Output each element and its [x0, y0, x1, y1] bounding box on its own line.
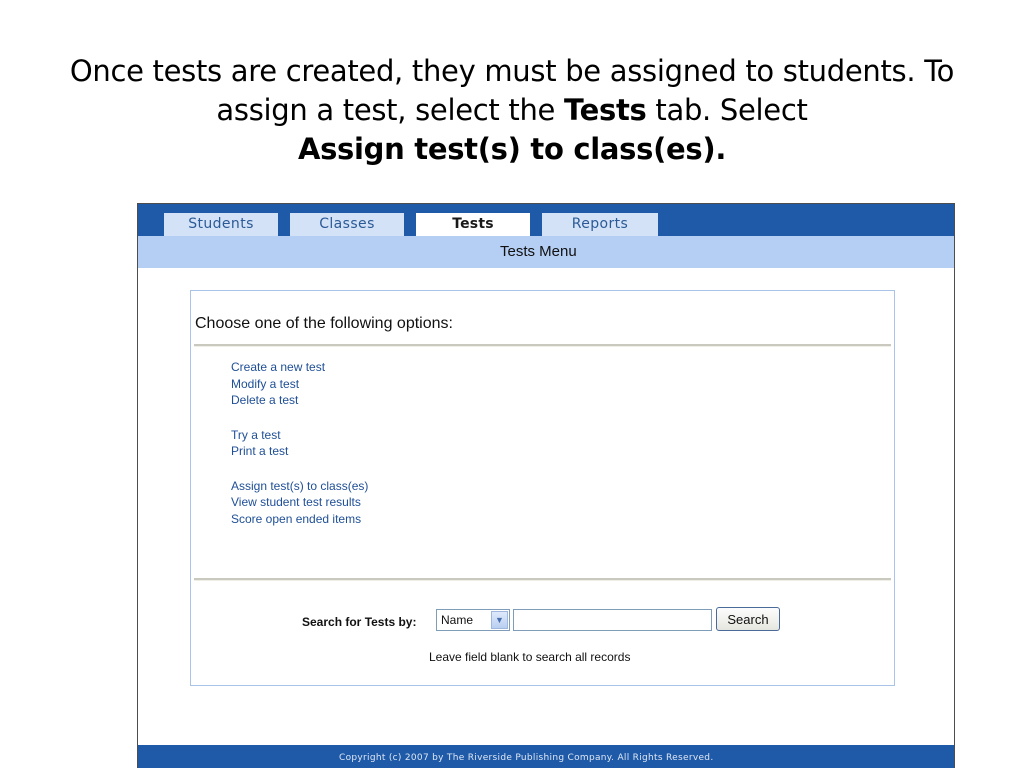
- divider: [194, 578, 891, 581]
- print-test-link[interactable]: Print a test: [231, 444, 289, 458]
- caption-bold-assign: Assign test(s) to class(es).: [297, 132, 727, 166]
- score-open-ended-link[interactable]: Score open ended items: [231, 511, 362, 526]
- tab-reports[interactable]: Reports: [542, 213, 658, 236]
- tab-students[interactable]: Students: [164, 213, 278, 236]
- footer: [138, 745, 954, 768]
- caption-text-1: Once tests are created, they must be assigned to students. To assign a test, select the: [69, 54, 955, 127]
- options-list: [231, 359, 368, 545]
- search-row: [191, 606, 894, 632]
- slide-caption: [60, 52, 964, 169]
- create-test-link[interactable]: Create a new test: [231, 360, 326, 374]
- option-group-assign: [231, 478, 368, 528]
- panel-heading: Choose one of the following options:: [195, 315, 453, 332]
- chevron-down-icon[interactable]: ▼: [491, 611, 508, 629]
- app-screenshot: [137, 203, 955, 768]
- tab-bar: [138, 204, 954, 236]
- search-field-value: Name: [441, 613, 474, 627]
- view-results-link[interactable]: View student test results: [231, 495, 361, 509]
- tab-tests[interactable]: Tests: [416, 213, 530, 236]
- search-hint-text: Leave field blank to search all records: [429, 650, 631, 664]
- search-field-select[interactable]: [436, 609, 510, 631]
- search-input[interactable]: [513, 609, 712, 631]
- caption-bold-tests: Tests: [564, 93, 647, 127]
- option-group-try: [231, 427, 368, 460]
- submenu-title: Tests Menu: [500, 243, 577, 260]
- copyright-text: Copyright (c) 2007 by The Riverside Publishing Company. All Rights Reserved.: [339, 753, 714, 763]
- search-label: Search for Tests by:: [302, 615, 417, 629]
- option-group-edit: [231, 359, 368, 409]
- tab-classes[interactable]: Classes: [290, 213, 404, 236]
- modify-test-link[interactable]: Modify a test: [231, 376, 300, 391]
- delete-test-link[interactable]: Delete a test: [231, 393, 299, 407]
- caption-text-2: tab. Select: [646, 93, 808, 127]
- search-button[interactable]: Search: [716, 607, 780, 631]
- assign-tests-link[interactable]: Assign test(s) to class(es): [231, 478, 369, 493]
- options-panel: [190, 290, 895, 686]
- try-test-link[interactable]: Try a test: [231, 427, 281, 442]
- submenu-bar: [138, 236, 954, 268]
- divider: [194, 344, 891, 347]
